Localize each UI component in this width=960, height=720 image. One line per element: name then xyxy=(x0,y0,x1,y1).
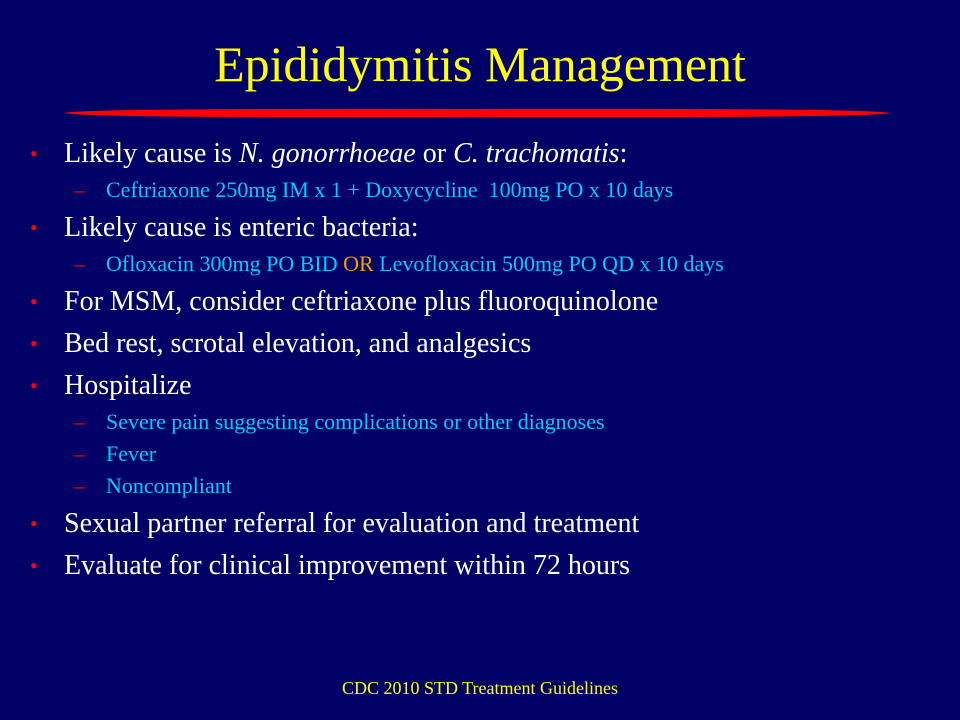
bullet-marker: • xyxy=(30,215,38,240)
sub-marker: – xyxy=(74,409,85,434)
sub-item: – Severe pain suggesting complications or other diagnoses xyxy=(74,409,605,434)
sub-marker: – xyxy=(74,251,85,276)
bullet-item: • Bed rest, scrotal elevation, and analgesics xyxy=(30,328,532,359)
sub-item: – Noncompliant xyxy=(74,473,232,498)
sub-item: – Ceftriaxone 250mg IM x 1 + Doxycycline 100mg PO x 10 days xyxy=(74,177,674,202)
bullet-item: • Likely cause is enteric bacteria: xyxy=(30,212,419,243)
sub-item: – Ofloxacin 300mg PO BID OR Levofloxacin 500mg PO QD x 10 days xyxy=(74,251,724,276)
slide-title: Epididymitis Management xyxy=(214,36,746,92)
bullet-item: • For MSM, consider ceftriaxone plus fluoroquinolone xyxy=(30,286,659,317)
bullet-item: • Sexual partner referral for evaluation and treatment xyxy=(30,508,640,539)
bullet-marker: • xyxy=(30,141,38,166)
sub-marker: – xyxy=(74,473,85,498)
bullet-item: • Likely cause is N. gonorrhoeae or C. trachomatis: xyxy=(30,138,628,169)
bullet-marker: • xyxy=(30,331,38,356)
sub-marker: – xyxy=(74,441,85,466)
title-underline xyxy=(64,108,890,118)
bullet-item: • Hospitalize xyxy=(30,370,192,401)
bullet-marker: • xyxy=(30,553,38,578)
sub-item: – Fever xyxy=(74,441,157,466)
or-highlight: OR xyxy=(343,251,374,276)
bullet-item: • Evaluate for clinical improvement within 72 hours xyxy=(30,550,631,581)
sub-marker: – xyxy=(74,177,85,202)
bullet-marker: • xyxy=(30,289,38,314)
bullet-marker: • xyxy=(30,511,38,536)
bullet-marker: • xyxy=(30,373,38,398)
bullet-list xyxy=(30,128,930,582)
slide-footer: CDC 2010 STD Treatment Guidelines xyxy=(341,678,618,698)
